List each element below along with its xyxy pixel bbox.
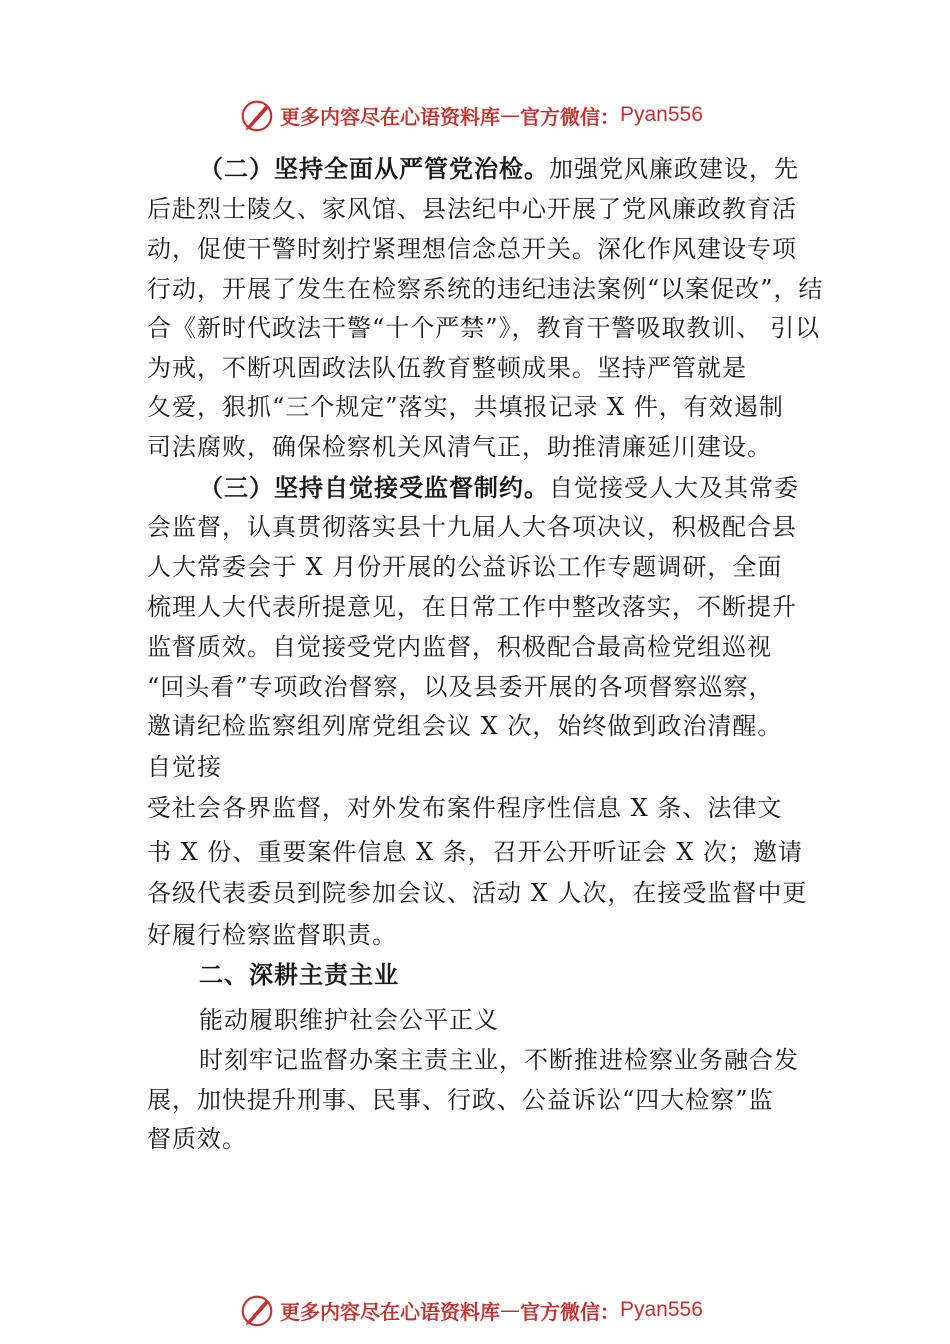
banner-official-label: 官方微信： xyxy=(520,104,620,129)
section-heading: （三）坚持自觉接受监督制约。 xyxy=(199,474,549,502)
line-text: 加强党风廉政建设，先 xyxy=(549,155,799,183)
paragraph-line: “回头看”专项政治督察，以及县委开展的各项督察巡察， xyxy=(147,673,774,701)
paragraph-line: ⼡爱，狠抓“三个规定”落实，共填报记录 X 件，有效遏制 xyxy=(147,393,784,421)
header-watermark-banner xyxy=(238,95,703,135)
paragraph-line: 展，加快提升刑事、民事、行政、公益诉讼“四大检察”监 xyxy=(147,1086,774,1114)
banner-official-label: 官方微信： xyxy=(520,1299,620,1324)
paragraph-line: 监督质效。自觉接受党内监督，积极配合最高检党组巡视 xyxy=(147,633,772,661)
banner-wechat-id: Pyan556 xyxy=(620,1298,703,1321)
paragraph-line: 自觉接 xyxy=(147,753,222,781)
banner-wechat-id: Pyan556 xyxy=(620,103,703,126)
paragraph-line: 为戒，不断巩固政法队伍教育整顿成果。坚持严管就是 xyxy=(147,354,747,382)
paragraph-line: 好履行检察监督职责。 xyxy=(147,921,397,949)
paragraph-line: 受社会各界监督，对外发布案件程序性信息 X 条、法律文 xyxy=(147,794,783,822)
paragraph-line: 时刻牢记监督办案主责主业，不断推进检察业务融合发 xyxy=(199,1046,799,1074)
section-title xyxy=(199,960,399,990)
paragraph-line: 能动履职维护社会公平正义 xyxy=(199,1006,499,1034)
paragraph-line: 动，促使干警时刻拧紧理想信念总开关。深化作风建设专项 xyxy=(147,235,797,263)
footer-watermark-banner xyxy=(238,1290,703,1330)
paragraph-line: 后赴烈士陵⼡、家风馆、县法纪中心开展了党风廉政教育活 xyxy=(147,195,797,223)
paragraph-line: 邀请纪检监察组列席党组会议 X 次，始终做到政治清醒。 xyxy=(147,712,783,740)
paragraph-line xyxy=(199,154,799,184)
paragraph-line: 司法腐败，确保检察机关风清气正，助推清廉延川建设。 xyxy=(147,433,772,461)
paragraph-line xyxy=(199,473,799,503)
paragraph-line: 各级代表委员到院参加会议、活动 X 人次，在接受监督中更 xyxy=(147,879,808,907)
banner-brand-text: 更多内容尽在心语资料库 xyxy=(280,1299,500,1324)
section-heading: 二、深耕主责主业 xyxy=(199,961,399,989)
paragraph-line: 书 X 份、重要案件信息 X 条，召开公开听证会 X 次；邀请 xyxy=(147,838,804,866)
paragraph-line: 会监督，认真贯彻落实县十九届人大各项决议，积极配合县 xyxy=(147,513,797,541)
banner-separator: — xyxy=(500,1298,520,1322)
banner-separator: — xyxy=(500,103,520,127)
paragraph-line: 梳理人大代表所提意见，在日常工作中整改落实，不断提升 xyxy=(147,593,797,621)
pen-circle-logo-icon xyxy=(238,96,276,134)
pen-circle-logo-icon xyxy=(238,1291,276,1329)
paragraph-line: 人大常委会于 X 月份开展的公益诉讼工作专题调研，全面 xyxy=(147,553,783,581)
paragraph-line: 督质效。 xyxy=(147,1125,247,1153)
banner-brand-text: 更多内容尽在心语资料库 xyxy=(280,104,500,129)
paragraph-line: 合《新时代政法干警“十个严禁”》，教育干警吸取教训、 引以 xyxy=(147,314,821,342)
section-heading: （二）坚持全面从严管党治检。 xyxy=(199,155,549,183)
line-text: 自觉接受人大及其常委 xyxy=(549,474,799,502)
paragraph-line: 行动，开展了发生在检察系统的违纪违法案例“以案促改”，结 xyxy=(147,275,824,303)
